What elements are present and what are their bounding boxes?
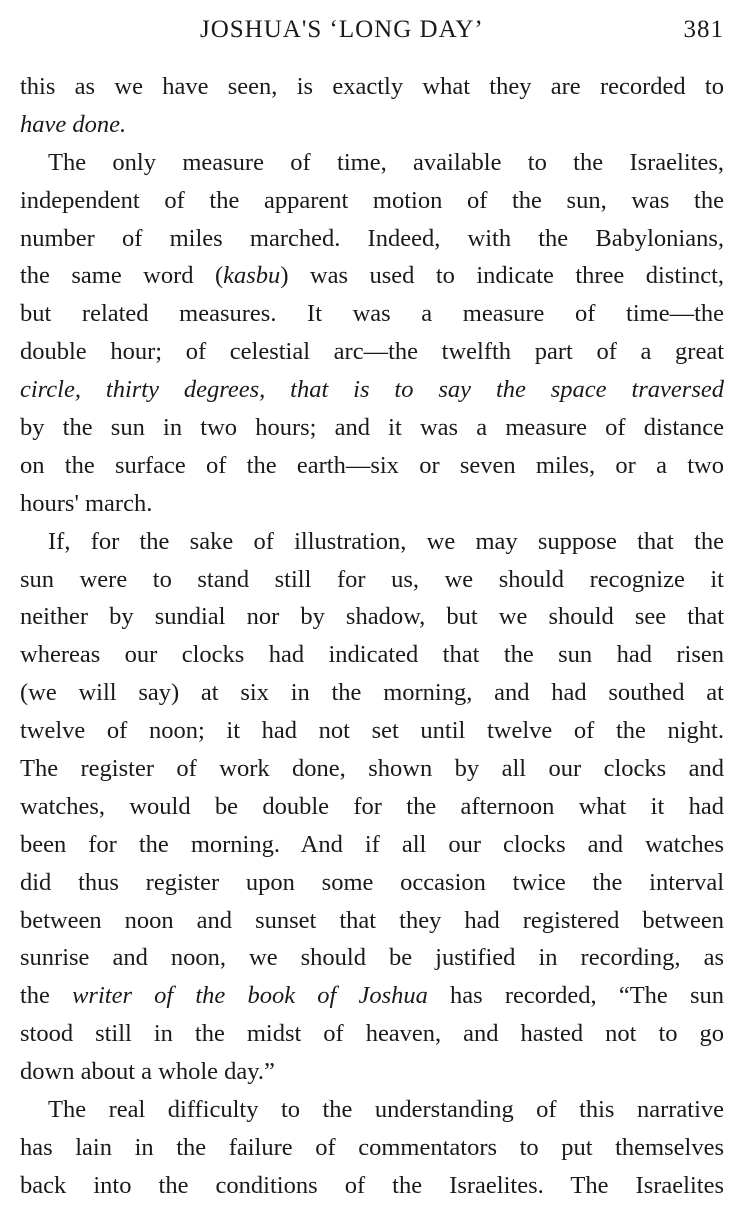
text-line: on the surface of the earth—six or seven miles, or a two — [20, 451, 724, 479]
text-line: been for the morning. And if all our clocks and watches — [20, 830, 724, 858]
text-line: neither by sundial nor by shadow, but we should see that — [20, 603, 724, 631]
paragraph — [20, 1091, 724, 1205]
italic-text: writer of the book of Joshua — [72, 982, 428, 1010]
text-line: The only measure of time, available to the Israelites, — [48, 148, 724, 176]
text-line: independent of the apparent motion of the sun, was the — [20, 186, 724, 214]
running-title: JOSHUA'S ‘LONG DAY’ — [200, 16, 484, 43]
text-line — [20, 371, 724, 409]
italic-text: kasbu — [223, 262, 281, 290]
text-line: between noon and sunset that they had registered between — [20, 906, 724, 934]
text-line: has lain in the failure of commentators to put themselves — [20, 1133, 724, 1161]
text-line — [20, 106, 724, 144]
text-line: The real difficulty to the understanding of this narrative — [48, 1096, 724, 1124]
body-text — [20, 68, 724, 1205]
italic-text: have done. — [20, 110, 127, 138]
text-line: The register of work done, shown by all our clocks and — [20, 755, 724, 783]
text-line: this as we have seen, is exactly what they are recorded to — [20, 73, 724, 100]
text-line: stood still in the midst of heaven, and hasted not to go — [20, 1020, 724, 1048]
running-head — [20, 16, 724, 48]
italic-text: circle, thirty degrees, that is to say the space traversed — [20, 376, 724, 404]
text-line: did thus register upon some occasion twice the interval — [20, 868, 724, 896]
text-line: number of miles marched. Indeed, with the Babylonians, — [20, 224, 724, 252]
text-line: twelve of noon; it had not set until twelve of the night. — [20, 717, 724, 745]
text-line: by the sun in two hours; and it was a measure of distance — [20, 414, 724, 442]
text-line: but related measures. It was a measure of time—the — [20, 300, 724, 328]
text-line: double hour; of celestial arc—the twelfth part of a great — [20, 338, 724, 366]
paragraph — [20, 144, 724, 523]
text-line: sun were to stand still for us, we should recognize it — [20, 565, 724, 593]
text-line: back into the conditions of the Israelites. The Israelites — [20, 1171, 724, 1199]
paragraph — [20, 68, 724, 144]
text-line: whereas our clocks had indicated that the sun had risen — [20, 641, 724, 669]
text-line: hours' march. — [20, 489, 153, 517]
text-line: the writer of the book of Joshua has recorded, “The sun — [20, 982, 724, 1010]
text-line: sunrise and noon, we should be justified in recording, as — [20, 944, 724, 972]
page-number: 381 — [683, 16, 724, 43]
paragraph — [20, 523, 724, 1091]
text-line: the same word (kasbu) was used to indicate three distinct, — [20, 262, 724, 290]
text-line: (we will say) at six in the morning, and had southed at — [20, 679, 724, 707]
text-line: down about a whole day.” — [20, 1058, 275, 1086]
text-line: watches, would be double for the afternoon what it had — [20, 792, 724, 820]
text-line: If, for the sake of illustration, we may suppose that the — [48, 527, 724, 555]
